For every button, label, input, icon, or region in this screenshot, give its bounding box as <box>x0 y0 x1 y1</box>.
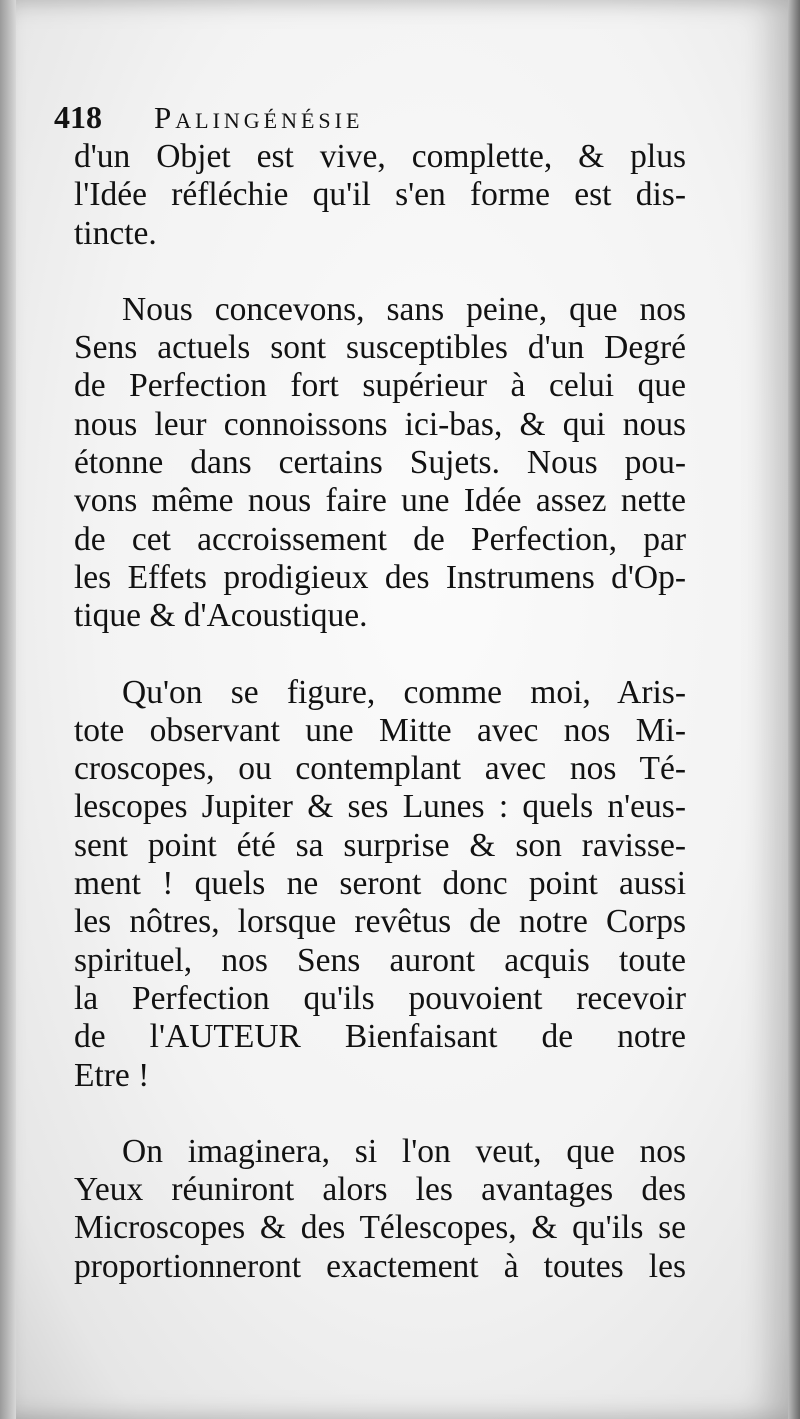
text-line: tote observant une Mitte avec nos Mi- <box>74 711 686 749</box>
text-line: Sens actuels sont susceptibles d'un Degré <box>74 329 686 367</box>
text-line: Yeux réuniront alors les avantages des <box>74 1171 686 1209</box>
text-line: les nôtres, lorsque revêtus de notre Corps <box>74 903 686 941</box>
text-line: étonne dans certains Sujets. Nous pou- <box>74 444 686 482</box>
text-line: Etre ! <box>74 1056 150 1094</box>
text-line: l'Idée réfléchie qu'il s'en forme est dis- <box>74 176 686 214</box>
page-text <box>54 98 686 1286</box>
text-line: la Perfection qu'ils pouvoient recevoir <box>74 979 686 1017</box>
text-line: nous leur connoissons ici-bas, & qui nous <box>74 405 686 443</box>
page-number: 418 <box>54 99 102 135</box>
running-title: Palingénésie <box>154 100 364 135</box>
text-line: tincte. <box>74 214 157 252</box>
text-line: Qu'on se figure, comme moi, Aris- <box>122 673 686 711</box>
page-gutter <box>0 0 16 1419</box>
text-line: de l'AUTEUR Bienfaisant de notre <box>74 1018 686 1056</box>
text-line: les Effets prodigieux des Instrumens d'Op- <box>74 558 686 596</box>
text-line: sent point été sa surprise & son ravisse- <box>74 826 686 864</box>
text-line: tique & d'Acoustique. <box>74 597 368 635</box>
text-line: de Perfection fort supérieur à celui que <box>74 367 686 405</box>
text-line: On imaginera, si l'on veut, que nos <box>122 1132 686 1170</box>
text-line: de cet accroissement de Perfection, par <box>74 520 686 558</box>
text-line: lescopes Jupiter & ses Lunes : quels n'eus- <box>74 788 686 826</box>
text-line: vons même nous faire une Idée assez nette <box>74 482 686 520</box>
text-line: croscopes, ou contemplant avec nos Té- <box>74 750 686 788</box>
text-line: Microscopes & des Télescopes, & qu'ils se <box>74 1209 686 1247</box>
text-line: proportionneront exactement à toutes les <box>74 1247 686 1285</box>
text-line: Nous concevons, sans peine, que nos <box>122 290 686 328</box>
running-header <box>54 98 686 138</box>
text-line: spirituel, nos Sens auront acquis toute <box>74 941 686 979</box>
page-edge <box>788 0 800 1419</box>
text-line: ment ! quels ne seront donc point aussi <box>74 865 686 903</box>
text-line: d'un Objet est vive, complette, & plus <box>74 138 686 175</box>
